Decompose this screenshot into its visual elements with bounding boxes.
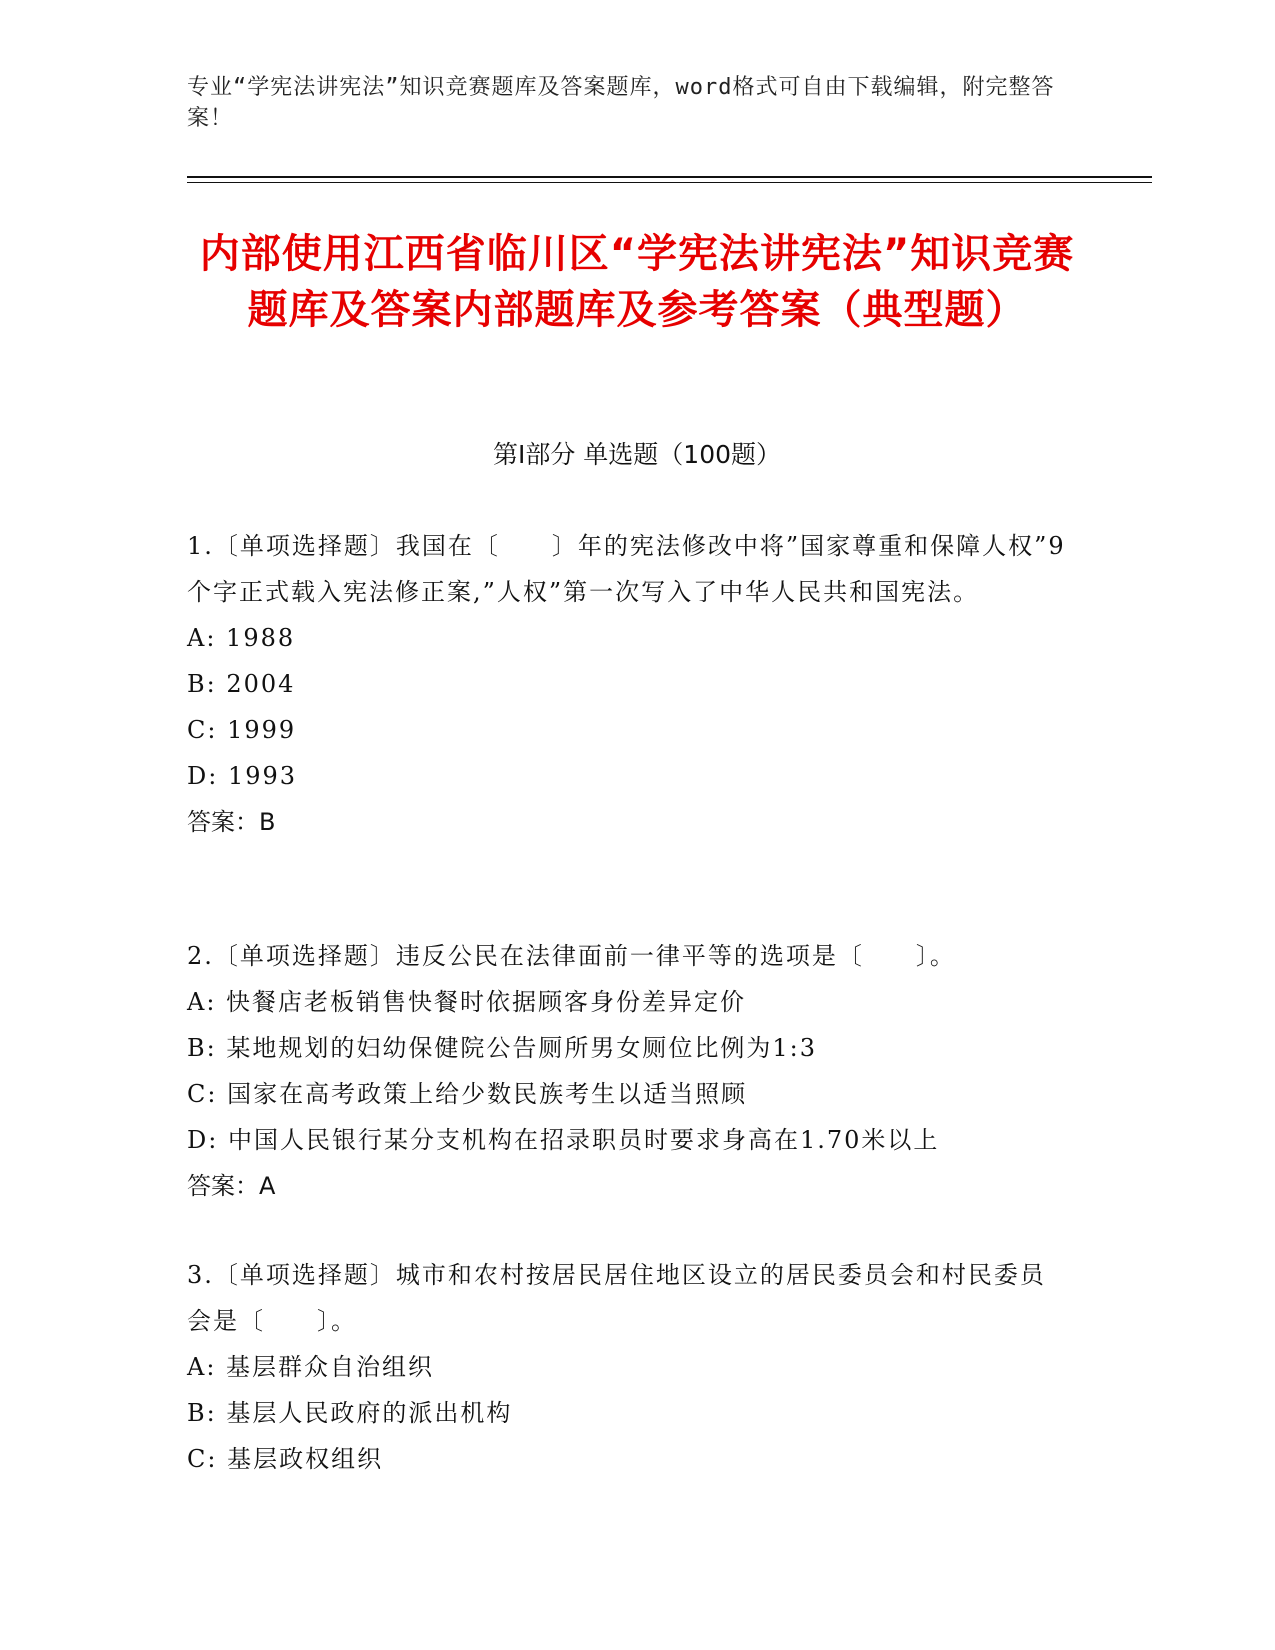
option-a: A: 基层群众自治组织 <box>187 1353 435 1381</box>
question-2 <box>187 933 1067 1209</box>
option-d: D: 中国人民银行某分支机构在招录职员时要求身高在1.70米以上 <box>187 1126 940 1154</box>
option-b: B: 基层人民政府的派出机构 <box>187 1399 513 1427</box>
header-divider-thin <box>187 182 1152 183</box>
answer-line: 答案：B <box>187 808 276 836</box>
question-3 <box>187 1252 1067 1482</box>
option-b: B: 2004 <box>187 670 296 698</box>
question-stem: 3.〔单项选择题〕城市和农村按居民居住地区设立的居民委员会和村民委员会是〔 〕。 <box>187 1261 1046 1335</box>
option-b: B: 某地规划的妇幼保健院公告厕所男女厕位比例为1:3 <box>187 1034 817 1062</box>
option-c: C: 基层政权组织 <box>187 1445 384 1473</box>
option-c: C: 1999 <box>187 716 297 744</box>
answer-line: 答案：A <box>187 1172 276 1200</box>
header-note: 专业“学宪法讲宪法”知识竞赛题库及答案题库，word格式可自由下载编辑，附完整答案！ <box>187 75 1055 131</box>
option-a: A: 快餐店老板销售快餐时依据顾客身份差异定价 <box>187 988 747 1016</box>
question-1 <box>187 523 1067 845</box>
question-stem: 1.〔单项选择题〕我国在〔 〕年的宪法修改中将”国家尊重和保障人权”9个字正式载入宪法修正案,”人权”第一次写入了中华人民共和国宪法。 <box>187 532 1066 606</box>
section-title: 第Ⅰ部分 单选题（100题） <box>492 440 782 469</box>
document-title: 内部使用江西省临川区“学宪法讲宪法”知识竞赛题库及答案内部题库及参考答案（典型题） <box>199 231 1075 333</box>
option-c: C: 国家在高考政策上给少数民族考生以适当照顾 <box>187 1080 748 1108</box>
option-a: A: 1988 <box>187 624 296 652</box>
header-divider-thick <box>187 176 1152 178</box>
option-d: D: 1993 <box>187 762 298 790</box>
question-stem: 2.〔单项选择题〕违反公民在法律面前一律平等的选项是〔 〕。 <box>187 942 956 970</box>
